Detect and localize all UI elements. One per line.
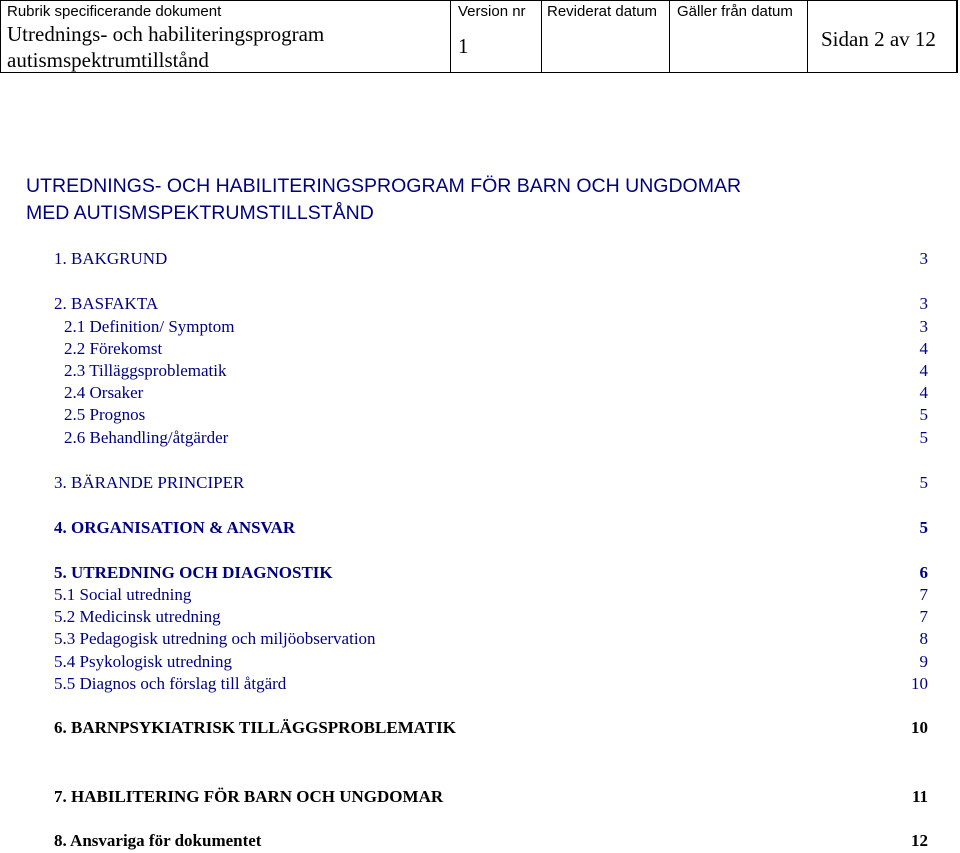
toc-entry-label: 2.5 Prognos [64,405,146,424]
toc-entry-page: 5 [919,473,928,492]
toc-entry-page: 10 [911,718,928,737]
document-title [26,173,741,227]
doc-title-line1: Utrednings- och habiliteringsprogram [7,22,325,46]
toc-entry-label: 5.1 Social utredning [54,585,192,604]
doc-title-line2: autismspektrumtillstånd [7,48,209,72]
version-label: Version nr [458,3,526,20]
toc-entry-page: 3 [919,317,928,336]
toc-entry-page: 8 [919,629,928,648]
toc-entry-label: 5.5 Diagnos och förslag till åtgärd [54,674,287,693]
toc-entry-label: 2.6 Behandling/åtgärder [64,428,229,447]
toc-entry-page: 4 [919,339,928,358]
toc-entry-label: 2.4 Orsaker [64,383,144,402]
version-value: 1 [458,34,469,58]
toc-entry-label: 1. BAKGRUND [54,249,168,268]
toc-entry-page: 3 [919,249,928,268]
toc-entry-page: 11 [911,787,928,806]
toc-entry-label: 2.1 Definition/ Symptom [64,317,235,336]
toc-entry-page: 5 [919,428,928,447]
toc-entry-label: 2.2 Förekomst [64,339,163,358]
valid-from-label: Gäller från datum [677,3,793,20]
toc-entry-label: 8. Ansvariga för dokumentet [54,831,262,850]
toc-entry-page: 3 [919,294,928,313]
toc-entry-label: 4. ORGANISATION & ANSVAR [54,518,296,537]
toc-entry-label: 5. UTREDNING OCH DIAGNOSTIK [54,563,333,582]
toc-entry-page: 6 [919,563,928,582]
toc-entry-page: 12 [911,831,928,850]
header-divider [450,1,451,72]
toc-entry-label: 5.2 Medicinsk utredning [54,607,221,626]
page-indicator: Sidan 2 av 12 [821,27,936,51]
toc-entry-page: 5 [919,405,928,424]
toc-entry-page: 4 [919,383,928,402]
toc-entry-page: 5 [919,518,928,537]
toc-entry-label: 6. BARNPSYKIATRISK TILLÄGGSPROBLEMATIK [54,718,456,737]
revised-label: Reviderat datum [547,3,658,20]
toc-entry-page: 7 [919,585,928,604]
toc-entry-page: 7 [919,607,928,626]
toc-entry-label: 5.4 Psykologisk utredning [54,652,233,671]
header-divider [669,1,670,72]
toc-entry-label: 2.3 Tilläggsproblematik [64,361,227,380]
document-header [0,0,958,73]
toc-entry-page: 4 [919,361,928,380]
toc-entry-page: 10 [911,674,928,693]
title-line2: MED AUTISMSPEKTRUMSTILLSTÅND [26,202,374,224]
toc-entry-page: 9 [919,652,928,671]
toc-entry-label: 7. HABILITERING FÖR BARN OCH UNGDOMAR [54,787,444,806]
header-divider [541,1,542,72]
toc-entry-label: 5.3 Pedagogisk utredning och miljöobservation [54,629,376,648]
header-divider [807,1,808,72]
doc-type-label: Rubrik specificerande dokument [7,3,222,20]
toc-entry-label: 2. BASFAKTA [54,294,159,313]
toc-entry-label: 3. BÄRANDE PRINCIPER [54,473,245,492]
title-line1: UTREDNINGS- OCH HABILITERINGSPROGRAM FÖR BARN OCH UNGDOMAR [26,175,742,197]
